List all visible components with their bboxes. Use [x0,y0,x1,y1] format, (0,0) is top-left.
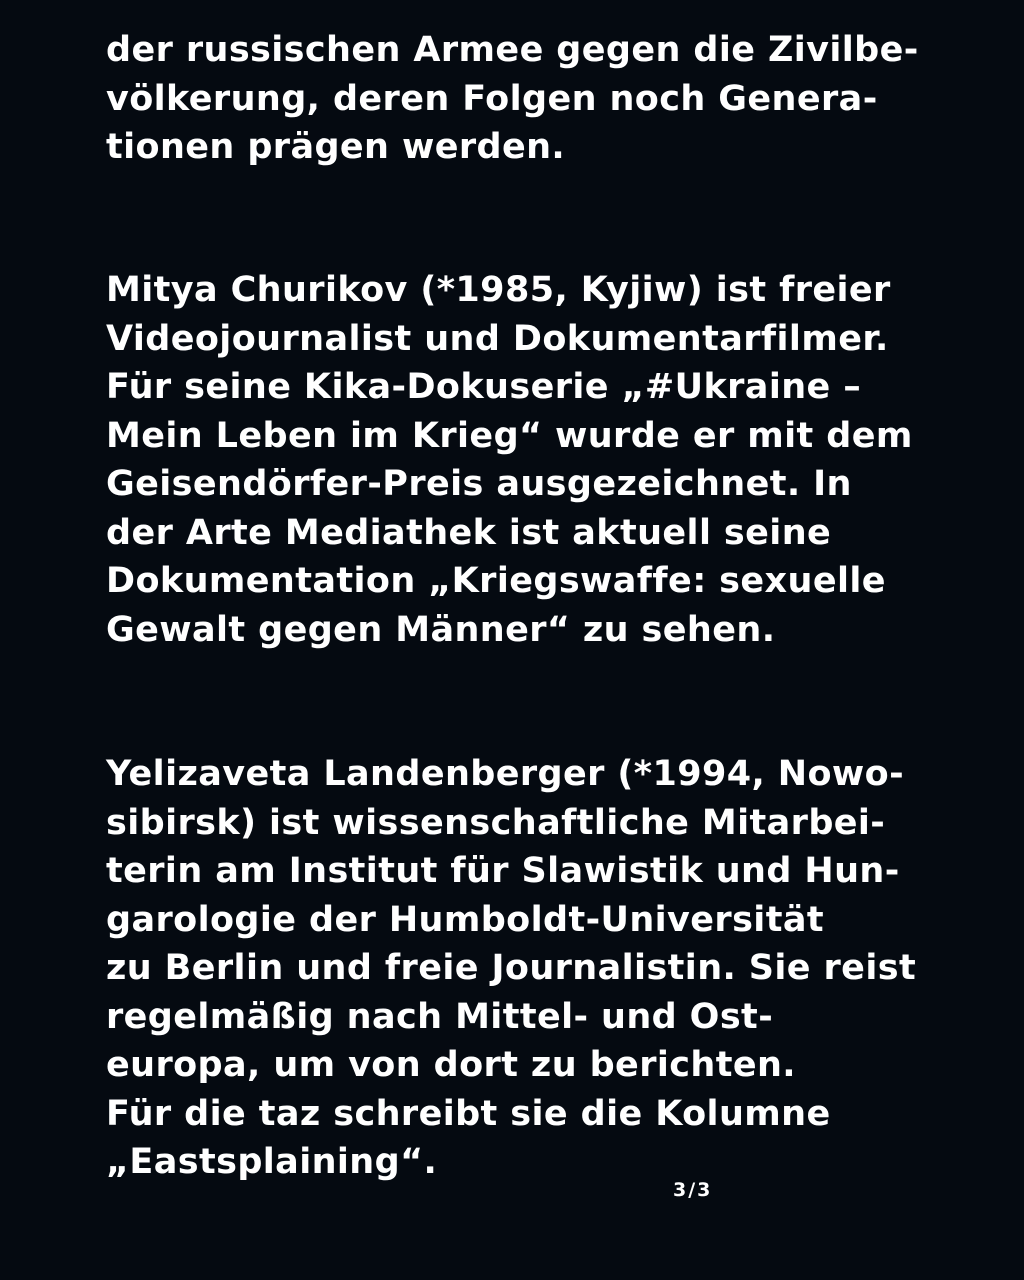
text-line: regelmäßig nach Mittel- und Ost- [106,996,774,1037]
text-line: Mein Leben im Krieg“ wurde er mit dem [106,415,913,456]
text-line: europa, um von dort zu berichten. [106,1045,796,1085]
paragraph-intro-continuation [106,26,1016,172]
text-line: Mitya Churikov (*1985, Kyjiw) ist freier [106,270,891,310]
text-line: tionen prägen werden. [106,127,566,167]
page-indicator: 3/3 [673,1179,713,1201]
text-line: Geisendörfer-Preis ausgezeichnet. In [106,464,852,504]
text-line: Für seine Kika-Dokuserie „#Ukraine – [106,367,862,407]
text-line: völkerung, deren Folgen noch Genera- [106,78,878,119]
text-line: sibirsk) ist wissenschaftliche Mitarbei- [106,802,886,843]
text-line: zu Berlin und freie Journalistin. Sie reist [106,948,917,988]
text-line: terin am Institut für Slawistik und Hun- [106,851,900,891]
text-line: Für die taz schreibt sie die Kolumne [106,1093,831,1134]
text-line: Gewalt gegen Männer“ zu sehen. [106,609,776,650]
paragraph-bio-mitya-churikov [106,266,1016,654]
text-line: der russischen Armee gegen die Zivilbe- [106,30,919,70]
text-line: Yelizaveta Landenberger (*1994, Nowo- [106,754,905,794]
text-line: garologie der Humboldt-Universität [106,899,824,940]
text-line: Dokumentation „Kriegswaffe: sexuelle [106,561,886,601]
text-line: „Eastsplaining“. [106,1142,438,1182]
text-line: Videojournalist und Dokumentarfilmer. [106,318,889,359]
text-line: der Arte Mediathek ist aktuell seine [106,512,832,553]
paragraph-bio-yelizaveta-landenberger [106,750,1016,1187]
